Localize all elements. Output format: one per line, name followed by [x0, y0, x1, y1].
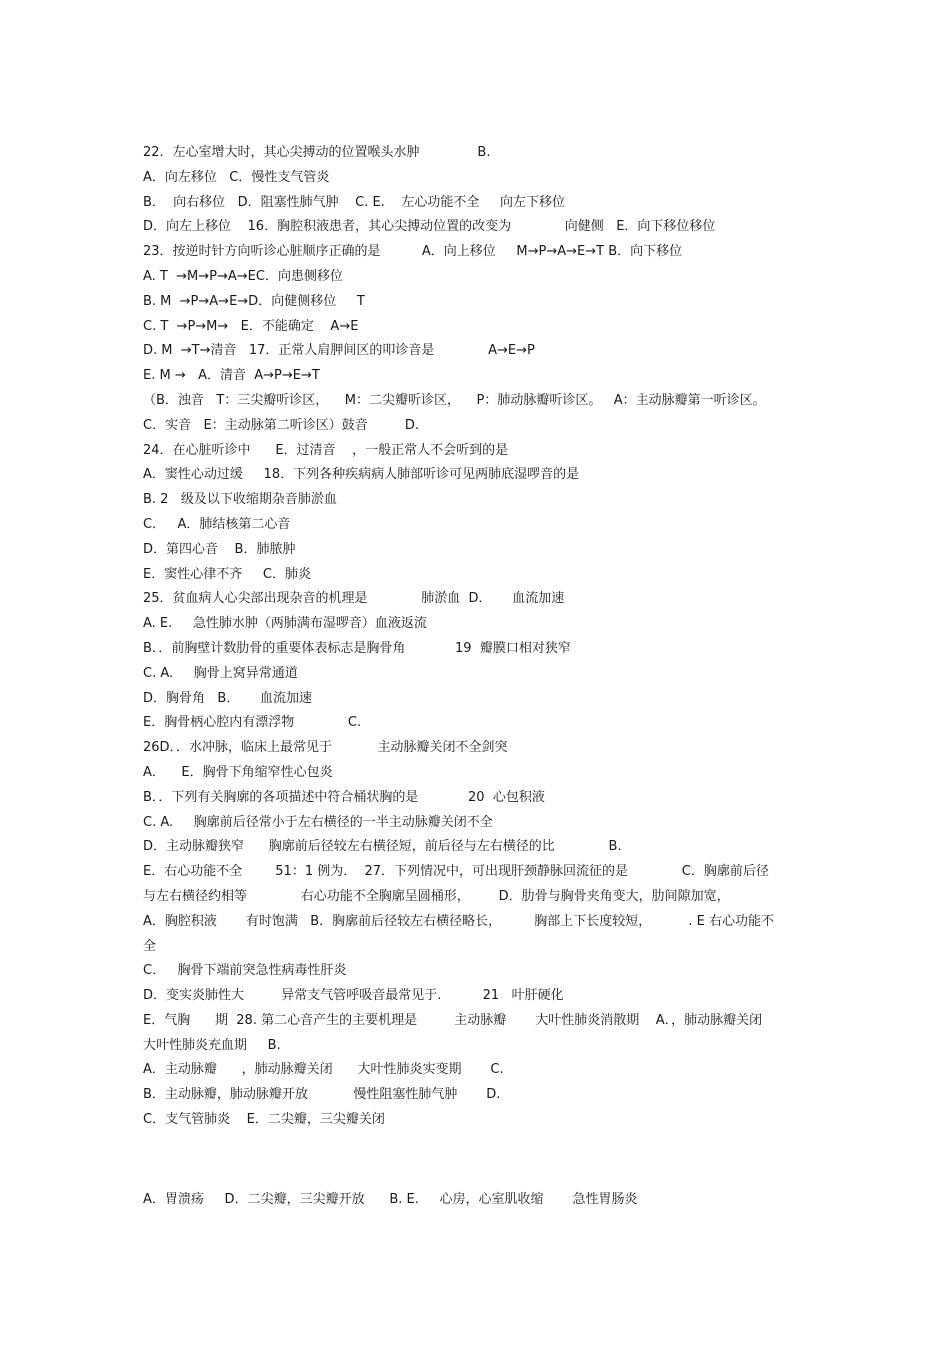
- document-line: B．．下列有关胸廓的各项描述中符合桶状胸的是 20 心包积液: [143, 789, 545, 805]
- document-line: C． A．肺结核第二心音: [143, 516, 291, 532]
- document-line: C．支气管肺炎 E．二尖瓣，三尖瓣关闭: [143, 1112, 385, 1128]
- document-line: 26D．．水冲脉，临床上最常见于 主动脉瓣关闭不全剑突: [143, 740, 508, 756]
- document-line: B. 2 级及以下收缩期杂音肺淤血: [143, 492, 337, 508]
- document-line: 24．在心脏听诊中 E．过清音 ，一般正常人不会听到的是: [143, 442, 509, 458]
- document-line: A. E. 急性肺水肿（两肺满布湿啰音）血液返流: [143, 616, 427, 632]
- document-line: A．胸腔积液 有时饱满 B．胸廓前后径较左右横径略长， 胸部上下长度较短， . E 右心功能不: [143, 913, 774, 929]
- document-line: E．右心功能不全 51：1 例为． 27．下列情况中，可出现肝颈静脉回流征的是 C．胸廓前后径: [143, 864, 769, 880]
- document-line: C. A. 胸骨上窝异常通道: [143, 665, 298, 681]
- document-line: 与左右横径约相等 右心功能不全胸廓呈圆桶形， D．肋骨与胸骨夹角变大，肋间隙加宽，: [143, 888, 730, 904]
- document-line: C. A. 胸廓前后径常小于左右横径的一半主动脉瓣关闭不全: [143, 814, 493, 830]
- document-line: C． 胸骨下端前突急性病毒性肝炎: [143, 963, 347, 979]
- document-line: E. M → A．清音 A→P→E→T: [143, 368, 320, 384]
- document-line: B． 向右移位 D．阻塞性肺气肿 C. E. 左心功能不全 向左下移位: [143, 194, 565, 210]
- document-line: 25．贫血病人心尖部出现杂音的机理是 肺淤血 D． 血流加速: [143, 591, 565, 607]
- document-line: A．主动脉瓣 ，肺动脉瓣关闭 大叶性肺炎实变期 C.: [143, 1062, 504, 1078]
- document-line: D. M →T→清音 17．正常人肩胛间区的叩诊音是 A→E→P: [143, 343, 535, 359]
- document-line: D．变实炎肺性大 异常支气管呼吸音最常见于. 21 叶肝硬化: [143, 988, 564, 1004]
- document-line: B．主动脉瓣，肺动脉瓣开放 慢性阻塞性肺气肿 D.: [143, 1087, 501, 1103]
- document-line: A. T →M→P→A→EC．向患侧移位: [143, 268, 343, 284]
- document-line: B．．前胸壁计数肋骨的重要体表标志是胸骨角 19 瓣膜口相对狭窄: [143, 640, 571, 656]
- document-line: C．实音 E：主动脉第二听诊区）鼓音 D.: [143, 417, 420, 433]
- document-line: D．主动脉瓣狭窄 胸廓前后径较左右横径短，前后径与左右横径的比 B.: [143, 839, 622, 855]
- document-line: 23．按逆时针方向听诊心脏顺序正确的是 A．向上移位 M→P→A→E→T B．向下移位: [143, 244, 683, 260]
- document-line: B. M →P→A→E→D．向健侧移位 T: [143, 293, 365, 309]
- document-line: A．窦性心动过缓 18．下列各种疾病病人肺部听诊可见两肺底湿啰音的是: [143, 467, 580, 483]
- document-line-last: A．胃溃疡 D．二尖瓣，三尖瓣开放 B. E. 心房，心室肌收缩 急性胃肠炎: [143, 1192, 638, 1207]
- document-line: （B．浊音 T：三尖瓣听诊区， M：二尖瓣听诊区， P：肺动脉瓣听诊区。 A：主动脉瓣第一听诊区。: [143, 392, 766, 408]
- document-line: 22．左心室增大时，其心尖搏动的位置喉头水肿 B.: [143, 145, 491, 160]
- document-line: D．胸骨角 B． 血流加速: [143, 690, 312, 706]
- document-line: E．气胸 期 28. 第二心音产生的主要机理是 主动脉瓣 大叶性肺炎消散期 A．，肺动脉瓣关闭: [143, 1012, 763, 1028]
- document-line: C. T →P→M→ E．不能确定 A→E: [143, 318, 359, 334]
- document-line: A． E．胸骨下角缩窄性心包炎: [143, 764, 333, 780]
- document-line: D．向左上移位 16．胸腔积液患者，其心尖搏动位置的改变为 向健侧 E．向下移位移位: [143, 219, 716, 235]
- document-line: D．第四心音 B．肺脓肿: [143, 541, 296, 557]
- document-body: [143, 141, 808, 1133]
- document-line: 全: [143, 938, 157, 954]
- document-line: E．胸骨柄心腔内有漂浮物 C.: [143, 715, 362, 731]
- document-line: 大叶性肺炎充血期 B.: [143, 1037, 281, 1053]
- document-line: A．向左移位 C．慢性支气管炎: [143, 169, 330, 185]
- document-line: E．窦性心律不齐 C．肺炎: [143, 566, 311, 582]
